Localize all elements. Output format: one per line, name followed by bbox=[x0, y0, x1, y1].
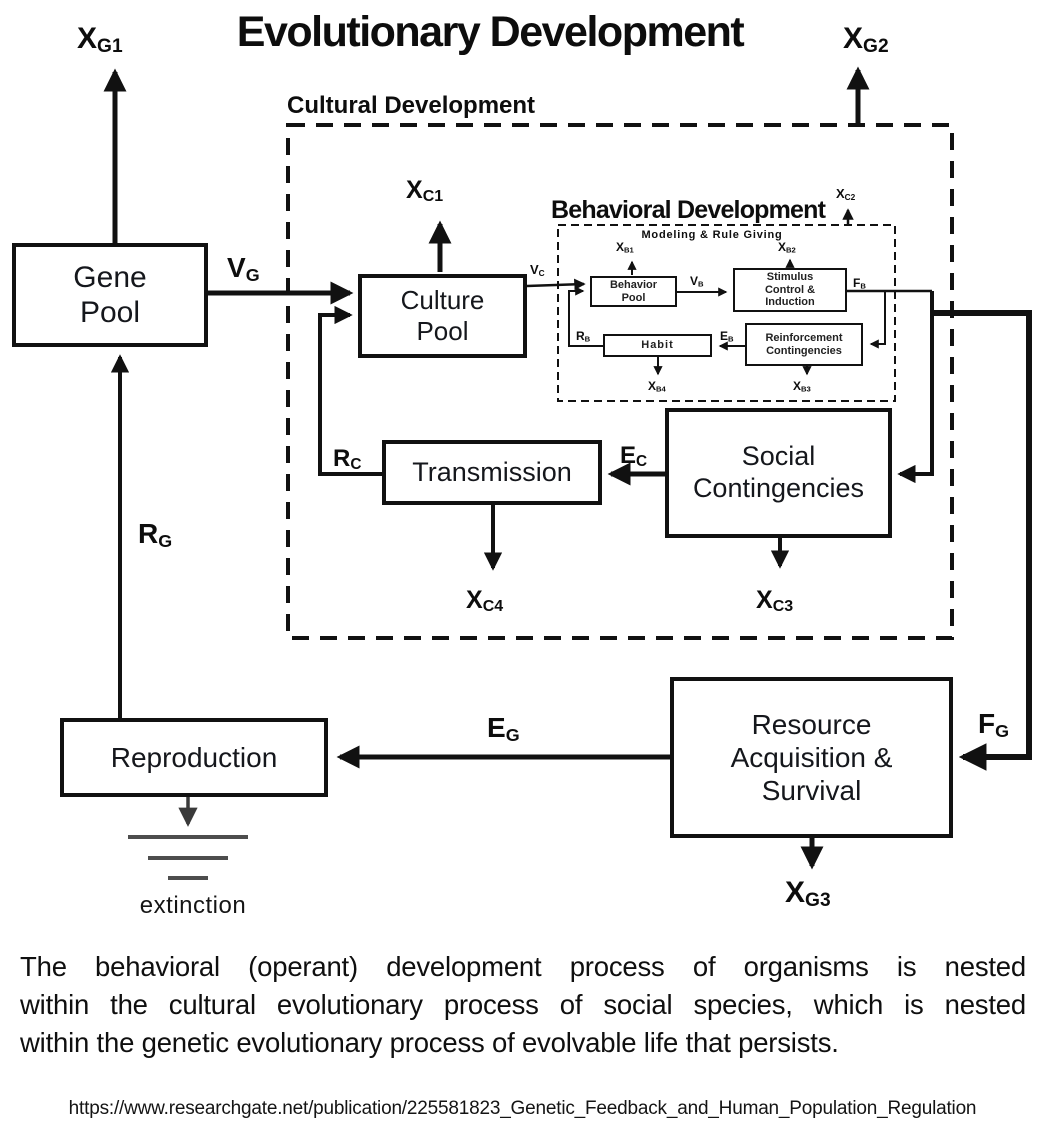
caption bbox=[20, 948, 1026, 1062]
vg-label: $V_G$ bbox=[227, 252, 260, 285]
fg-label: $F_G$ bbox=[978, 708, 1010, 741]
eg-label: $E_G$ bbox=[487, 712, 520, 745]
transmission-line1: Transmission bbox=[412, 456, 572, 487]
fb-to-reinforcement-line bbox=[871, 291, 885, 344]
resource-acquisition-survival-box bbox=[670, 677, 953, 838]
modeling-rule-giving-label: Modeling & Rule Giving bbox=[641, 229, 783, 241]
reproduction-line1: Reproduction bbox=[110, 741, 278, 773]
xg3-label: $X_{G3}$ bbox=[785, 876, 831, 911]
social-line1: Social bbox=[741, 441, 816, 472]
reinforcement-line1: Reinforcement bbox=[765, 331, 843, 344]
reinforcement-line2: Contingencies bbox=[766, 344, 842, 357]
xg1-label: $X_{G1}$ bbox=[77, 22, 123, 57]
xc1-label: $X_{C1}$ bbox=[406, 176, 444, 206]
rc-label: $R_C$ bbox=[333, 445, 362, 474]
stimulus-control-induction-box bbox=[733, 268, 847, 312]
ec-label: $E_C$ bbox=[620, 442, 648, 471]
gene-pool-box bbox=[12, 243, 208, 347]
cultural-development-label: Cultural Development bbox=[287, 92, 536, 119]
social-contingencies-box bbox=[665, 408, 892, 538]
resource-line2: Acquisition & bbox=[730, 741, 893, 773]
xb4-label: $X_{B4}$ bbox=[648, 379, 666, 394]
fb-label: $F_B$ bbox=[853, 276, 866, 291]
behavior-pool-box bbox=[590, 276, 677, 307]
vc-arrow bbox=[527, 284, 584, 286]
stimulus-line3: Induction bbox=[765, 296, 815, 309]
caption-line2: within the cultural evolutionary process of social species, which is nested bbox=[20, 989, 1026, 1020]
reproduction-box bbox=[60, 718, 328, 797]
behavior-pool-line1: Behavior bbox=[609, 278, 658, 291]
resource-line3: Survival bbox=[761, 775, 862, 807]
page-title: Evolutionary Development bbox=[236, 8, 744, 56]
behavioral-development-dashed-border bbox=[558, 225, 895, 401]
resource-line1: Resource bbox=[751, 708, 872, 740]
habit-line1: Habit bbox=[641, 339, 674, 352]
eb-label: $E_B$ bbox=[720, 329, 734, 344]
behavior-pool-line2: Pool bbox=[621, 291, 646, 304]
xc2-label: $X_{C2}$ bbox=[836, 186, 856, 202]
culture-pool-box bbox=[358, 274, 527, 358]
culture-pool-line2: Pool bbox=[416, 316, 469, 346]
caption-line3: within the genetic evolutionary process of evolvable life that persists. bbox=[20, 1027, 839, 1058]
reinforcement-contingencies-box bbox=[745, 323, 863, 366]
gene-pool-line1: Gene bbox=[73, 260, 147, 294]
social-line2: Contingencies bbox=[692, 473, 865, 503]
social-inbound-line bbox=[900, 291, 932, 474]
behavioral-development-label: Behavioral Development bbox=[551, 196, 826, 224]
source-url: https://www.researchgate.net/publication/225581823_Genetic_Feedback_and_Human_Population_Regulation bbox=[68, 1098, 977, 1119]
habit-box bbox=[603, 334, 712, 357]
xc3-label: $X_{C3}$ bbox=[756, 586, 794, 616]
rb-label: $R_B$ bbox=[576, 329, 591, 344]
stimulus-line1: Stimulus bbox=[766, 271, 814, 284]
transmission-box bbox=[382, 440, 602, 505]
xc4-label: $X_{C4}$ bbox=[466, 586, 504, 616]
xg2-label: $X_{G2}$ bbox=[843, 22, 889, 57]
stimulus-line2: Control & bbox=[764, 283, 816, 296]
rg-label: $R_G$ bbox=[138, 518, 173, 551]
xb1-label: $X_{B1}$ bbox=[616, 240, 634, 255]
gene-pool-line2: Pool bbox=[79, 296, 141, 329]
xb3-label: $X_{B3}$ bbox=[793, 379, 811, 394]
vb-label: $V_B$ bbox=[690, 274, 704, 289]
extinction-label: extinction bbox=[139, 892, 247, 919]
culture-pool-line1: Culture bbox=[400, 285, 485, 316]
caption-line1: The behavioral (operant) development process of organisms is nested bbox=[20, 951, 1026, 982]
xb2-label: $X_{B2}$ bbox=[778, 240, 796, 255]
vc-label: $V_C$ bbox=[530, 262, 545, 278]
